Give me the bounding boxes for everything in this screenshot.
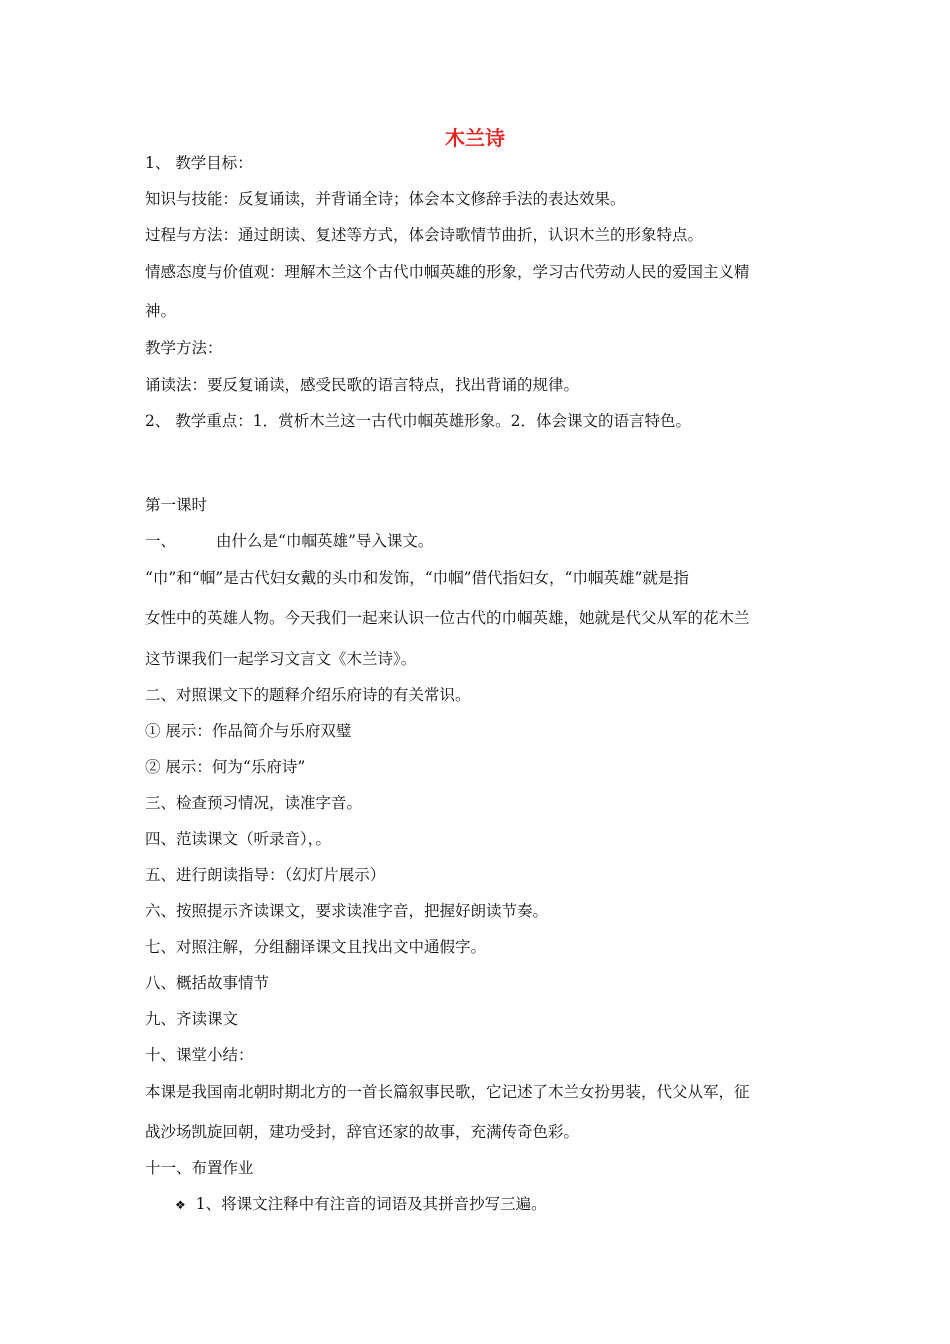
document-title: 木兰诗 [445, 126, 505, 150]
step-1 [145, 529, 433, 553]
step-10: 十、课堂小结： [145, 1046, 254, 1064]
step-6: 六、按照提示齐读课文，要求读准字音，把握好朗读节奏。 [145, 902, 549, 920]
summary-line1: 本课是我国南北朝时期北方的一首长篇叙事民歌，它记述了木兰女扮男装，代父从军，征 [145, 1083, 750, 1101]
step-11: 十一、布置作业 [145, 1159, 254, 1177]
step-3: 三、检查预习情况，读准字音。 [145, 794, 363, 812]
step-1-text: 由什么是“巾帼英雄”导入课文。 [216, 532, 434, 550]
summary-line2: 战沙场凯旋回朝，建功受封，辞官还家的故事，充满传奇色彩。 [145, 1123, 580, 1141]
intro-line2: 女性中的英雄人物。今天我们一起来认识一位古代的巾帼英雄，她就是代父从军的花木兰 [145, 609, 750, 627]
intro-line3: 这节课我们一起学习文言文《木兰诗》。 [145, 650, 417, 668]
step-1-number: 一、 [145, 532, 177, 550]
show-1: ① 展示：作品简介与乐府双璧 [145, 722, 352, 740]
objective-process: 过程与方法：通过朗读、复述等方式，体会诗歌情节曲折，认识木兰的形象特点。 [145, 226, 704, 244]
step-7: 七、对照注解，分组翻译课文且找出文中通假字。 [145, 938, 487, 956]
step-8: 八、概括故事情节 [145, 974, 270, 992]
method-text: 诵读法：要反复诵读，感受民歌的语言特点，找出背诵的规律。 [145, 376, 580, 394]
step-9: 九、齐读课文 [145, 1010, 239, 1028]
homework-1: 1、将课文注释中有注音的词语及其拼音抄写三遍。 [195, 1195, 547, 1213]
homework-item [175, 1192, 547, 1217]
key-points: 2、 教学重点：1．赏析木兰这一古代巾帼英雄形象。2．体会课文的语言特色。 [145, 412, 692, 430]
objective-knowledge: 知识与技能：反复诵读，并背诵全诗；体会本文修辞手法的表达效果。 [145, 190, 626, 208]
diamond-bullet-icon: ❖ [175, 1198, 186, 1212]
step-5: 五、进行朗读指导：（幻灯片展示） [145, 866, 386, 884]
objectives-heading: 1、 教学目标： [145, 154, 253, 172]
method-heading: 教学方法： [145, 339, 223, 357]
show-2: ② 展示：何为“乐府诗” [145, 758, 306, 776]
objective-emotion-line1: 情感态度与价值观：理解木兰这个古代巾帼英雄的形象，学习古代劳动人民的爱国主义精 [145, 263, 750, 281]
lesson-heading: 第一课时 [145, 496, 208, 514]
objective-emotion-line2: 神。 [145, 302, 177, 320]
intro-line1: “巾”和“帼”是古代妇女戴的头巾和发饰，“巾帼”借代指妇女，“巾帼英雄”就是指 [145, 569, 689, 587]
step-4: 四、范读课文（听录音），。 [145, 830, 332, 848]
step-2: 二、对照课文下的题释介绍乐府诗的有关常识。 [145, 686, 471, 704]
